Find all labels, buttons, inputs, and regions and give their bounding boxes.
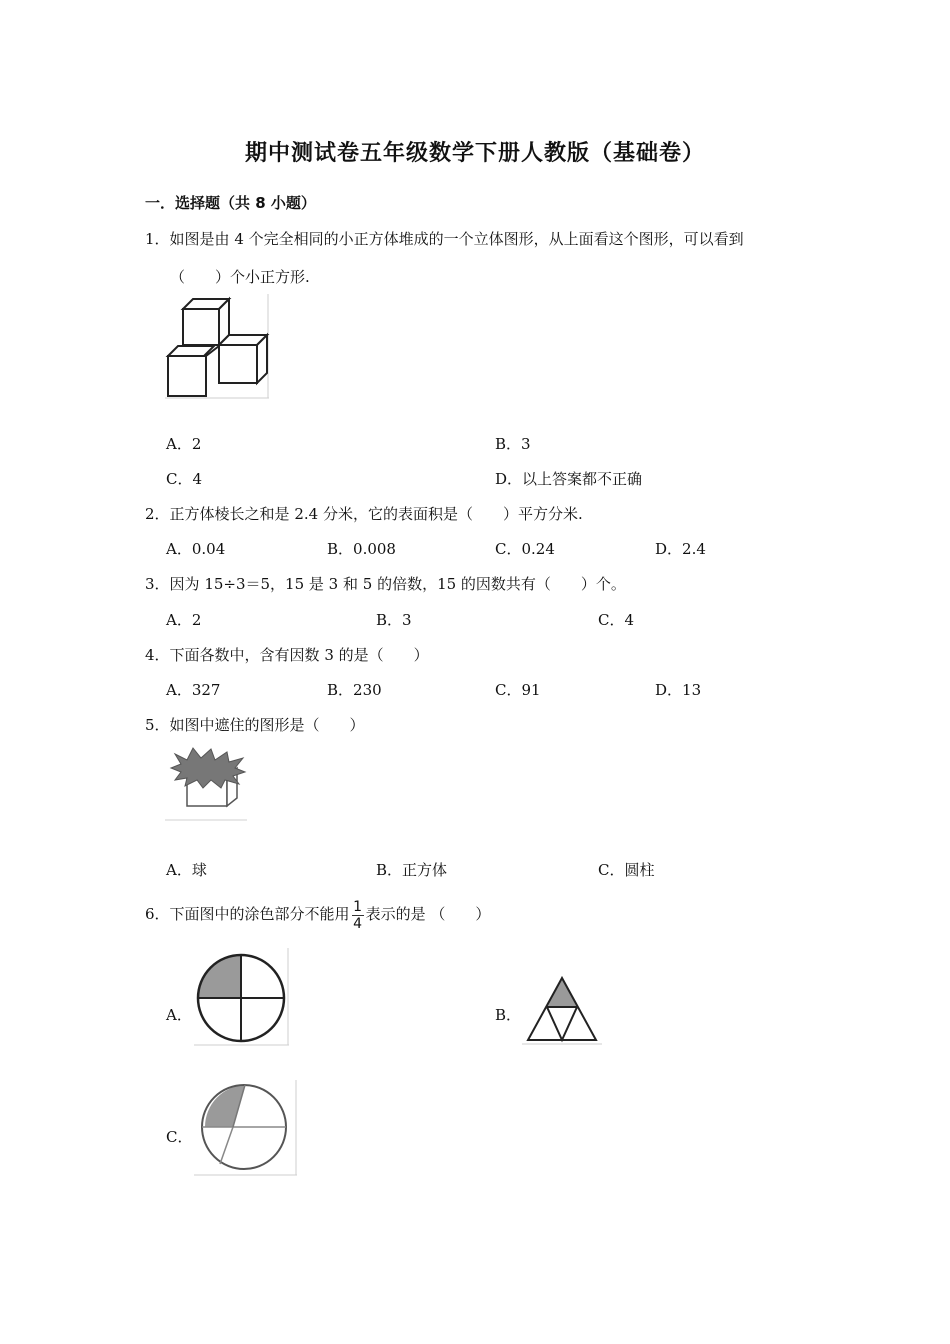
fraction-denominator: 4 xyxy=(353,915,363,932)
page-title: 期中测试卷五年级数学下册人教版（基础卷） xyxy=(244,141,705,166)
question-text: 下面图中的涂色部分不能用 xyxy=(169,905,350,923)
option-b[interactable]: B．3 xyxy=(376,611,412,629)
option-d[interactable]: D．2.4 xyxy=(655,540,706,558)
question-4 xyxy=(145,644,429,665)
question-3 xyxy=(145,573,626,594)
cube-stack-icon xyxy=(163,294,271,400)
option-b[interactable]: B．正方体 xyxy=(376,861,448,879)
option-d[interactable]: D．以上答案都不正确 xyxy=(495,470,643,488)
option-c[interactable]: C．圆柱 xyxy=(598,861,655,879)
question-number: 5． xyxy=(145,716,170,734)
option-c[interactable]: C．91 xyxy=(495,681,541,699)
option-b[interactable]: B． xyxy=(495,1006,522,1024)
circle-unequal-shaded-icon xyxy=(192,1080,300,1178)
option-b[interactable]: B．230 xyxy=(327,681,382,699)
option-c[interactable]: C． xyxy=(166,1128,193,1146)
fraction xyxy=(352,900,364,931)
question-text: 如图是由 4 个完全相同的小正方体堆成的一个立体图形，从上面看这个图形，可以看到 xyxy=(169,230,744,248)
question-text: 如图中遮住的图形是（ ） xyxy=(169,716,365,734)
section-heading: 一．选择题（共 8 小题） xyxy=(145,194,316,212)
option-c[interactable]: C．4 xyxy=(598,611,635,629)
option-c[interactable]: C．0.24 xyxy=(495,540,555,558)
option-a[interactable]: A．2 xyxy=(166,435,202,453)
question-text: 下面各数中，含有因数 3 的是（ ） xyxy=(169,646,429,664)
question-1 xyxy=(145,228,744,249)
covered-cube-icon xyxy=(163,746,249,824)
question-number: 6． xyxy=(145,905,170,923)
question-number: 2． xyxy=(145,505,170,523)
option-b[interactable]: B．3 xyxy=(495,435,531,453)
option-a[interactable]: A．球 xyxy=(166,861,207,879)
option-a[interactable]: A．0.04 xyxy=(166,540,226,558)
question-text: 因为 15÷3＝5，15 是 3 和 5 的倍数，15 的因数共有（ ）个。 xyxy=(169,575,626,593)
option-d[interactable]: D．13 xyxy=(655,681,702,699)
option-a[interactable]: A．327 xyxy=(166,681,221,699)
question-1-line2: （ ）个小正方形. xyxy=(170,268,310,286)
question-text-after: 表示的是 （ ） xyxy=(365,905,491,923)
question-number: 1． xyxy=(145,230,170,248)
triangle-quarter-shaded-icon xyxy=(520,974,604,1048)
question-5 xyxy=(145,714,365,735)
question-2 xyxy=(145,503,583,524)
option-a[interactable]: A． xyxy=(166,1006,192,1024)
question-6 xyxy=(145,892,490,936)
option-c[interactable]: C．4 xyxy=(166,470,203,488)
option-b[interactable]: B．0.008 xyxy=(327,540,396,558)
question-number: 3． xyxy=(145,575,170,593)
fraction-numerator: 1 xyxy=(353,898,363,915)
option-a[interactable]: A．2 xyxy=(166,611,202,629)
question-number: 4． xyxy=(145,646,170,664)
question-text: 正方体棱长之和是 2.4 分米，它的表面积是（ ）平方分米. xyxy=(169,505,583,523)
quarter-circle-shaded-icon xyxy=(192,948,292,1048)
